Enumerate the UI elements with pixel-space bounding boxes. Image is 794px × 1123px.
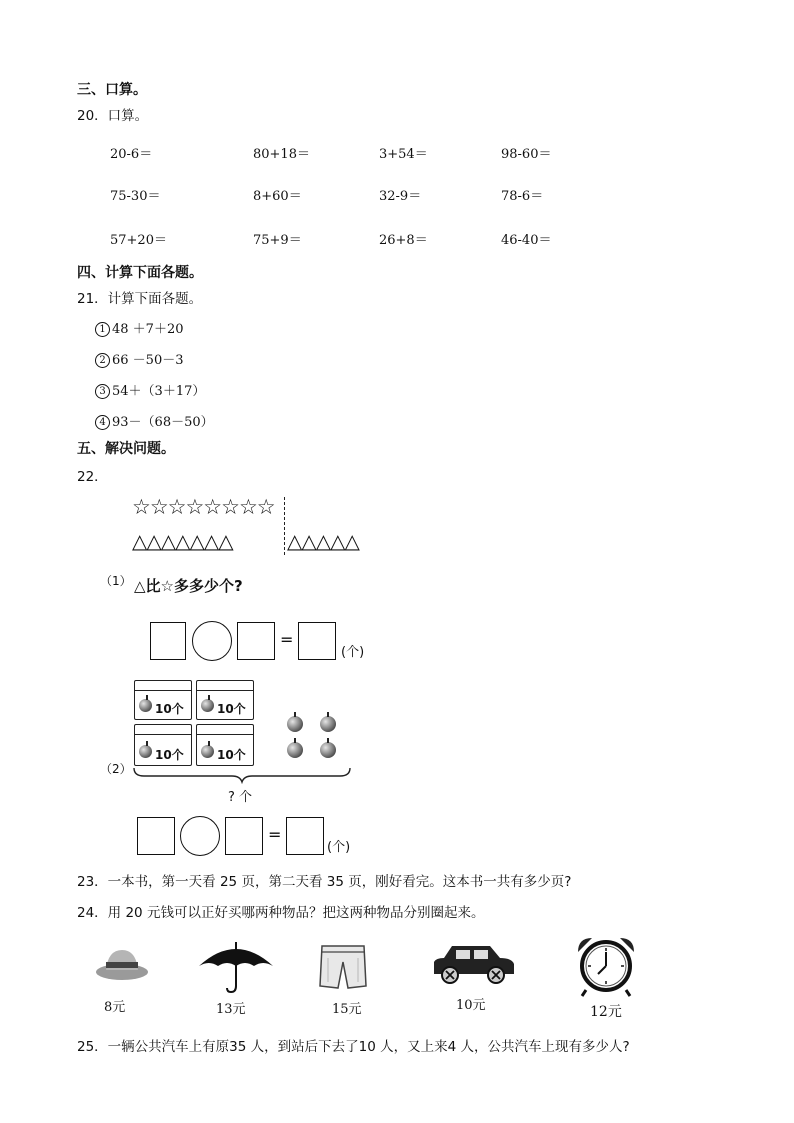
equals-sign: =: [268, 825, 282, 844]
circled-number: 4: [95, 415, 110, 430]
oral-item: 8+60＝: [253, 189, 302, 204]
oral-item: 80+18＝: [253, 147, 310, 162]
oral-item: 3+54＝: [379, 147, 428, 162]
item-price: 12元: [590, 1004, 622, 1020]
question-21: 21．计算下面各题。: [77, 291, 203, 307]
section-4-title: 四、计算下面各题。: [77, 265, 203, 281]
item-price: 15元: [332, 1002, 362, 1017]
apple-icon: [320, 742, 336, 758]
answer-box[interactable]: [137, 817, 175, 855]
oral-item: 75+9＝: [253, 233, 302, 248]
circled-number: 2: [95, 353, 110, 368]
operator-circle[interactable]: [180, 816, 220, 856]
equals-sign: =: [280, 630, 294, 649]
expression: 66 －50－3: [112, 353, 184, 368]
brace: [132, 766, 352, 784]
crate-label: 10个: [155, 748, 184, 762]
star-row: ☆☆☆☆☆☆☆☆: [132, 495, 275, 519]
crate-label: 10个: [155, 702, 184, 716]
item-price: 13元: [216, 1002, 246, 1017]
answer-box[interactable]: [298, 622, 336, 660]
q21-item: [95, 318, 184, 337]
q21-item: [95, 411, 214, 430]
expression: 93－（68－50）: [112, 415, 214, 430]
operator-circle[interactable]: [192, 621, 232, 661]
q21-item: [95, 380, 205, 399]
umbrella-icon[interactable]: [197, 938, 275, 994]
answer-box[interactable]: [286, 817, 324, 855]
expression: 48 ＋7＋20: [112, 322, 184, 337]
circled-number: 3: [95, 384, 110, 399]
question-24: 24．用 20 元钱可以正好买哪两种物品？把这两种物品分别圈起来。: [77, 905, 485, 921]
oral-item: 32-9＝: [379, 189, 422, 204]
apple-icon: [320, 716, 336, 732]
part-1-question: △比☆多多少个?: [134, 577, 243, 595]
oral-item: 98-60＝: [501, 147, 552, 162]
oral-item: 26+8＝: [379, 233, 428, 248]
apple-crate: [134, 724, 192, 766]
apple-icon: [287, 742, 303, 758]
oral-item: 46-40＝: [501, 233, 552, 248]
total-label: ? 个: [228, 790, 253, 805]
answer-box[interactable]: [237, 622, 275, 660]
question-20: 20．口算。: [77, 108, 149, 124]
crate-label: 10个: [217, 748, 246, 762]
unit-label: (个): [327, 840, 351, 855]
triangle-row-left: △△△△△△△: [132, 529, 233, 553]
item-price: 10元: [456, 998, 486, 1013]
part-1-label: （1）: [100, 574, 132, 588]
oral-item: 78-6＝: [501, 189, 544, 204]
triangle-row-right: △△△△△: [287, 529, 359, 553]
oral-item: 20-6＝: [110, 147, 153, 162]
oral-item: 75-30＝: [110, 189, 161, 204]
item-price: 8元: [104, 1000, 126, 1015]
toy-car-icon[interactable]: [430, 942, 516, 984]
answer-box[interactable]: [225, 817, 263, 855]
question-25: 25．一辆公共汽车上有原35 人，到站后下去了10 人，又上来4 人，公共汽车上现有多少人?: [77, 1039, 630, 1055]
expression: 54＋（3＋17）: [112, 384, 206, 399]
alarm-clock-icon[interactable]: [572, 934, 640, 998]
apple-icon: [287, 716, 303, 732]
dashed-divider: [284, 497, 285, 555]
hat-icon[interactable]: [94, 946, 150, 982]
circled-number: 1: [95, 322, 110, 337]
answer-box[interactable]: [150, 622, 186, 660]
q21-item: [95, 349, 184, 368]
question-23: 23．一本书，第一天看 25 页，第二天看 35 页，刚好看完。这本书一共有多少页?: [77, 874, 572, 890]
apple-crate: [134, 680, 192, 720]
section-3-title: 三、口算。: [77, 82, 147, 98]
crate-label: 10个: [217, 702, 246, 716]
apple-crate: [196, 680, 254, 720]
shorts-icon[interactable]: [318, 942, 368, 990]
part-2-label: （2）: [100, 762, 132, 776]
oral-item: 57+20＝: [110, 233, 167, 248]
apple-crate: [196, 724, 254, 766]
unit-label: (个): [341, 645, 365, 660]
question-22: 22．: [77, 469, 108, 485]
section-5-title: 五、解决问题。: [77, 441, 175, 457]
